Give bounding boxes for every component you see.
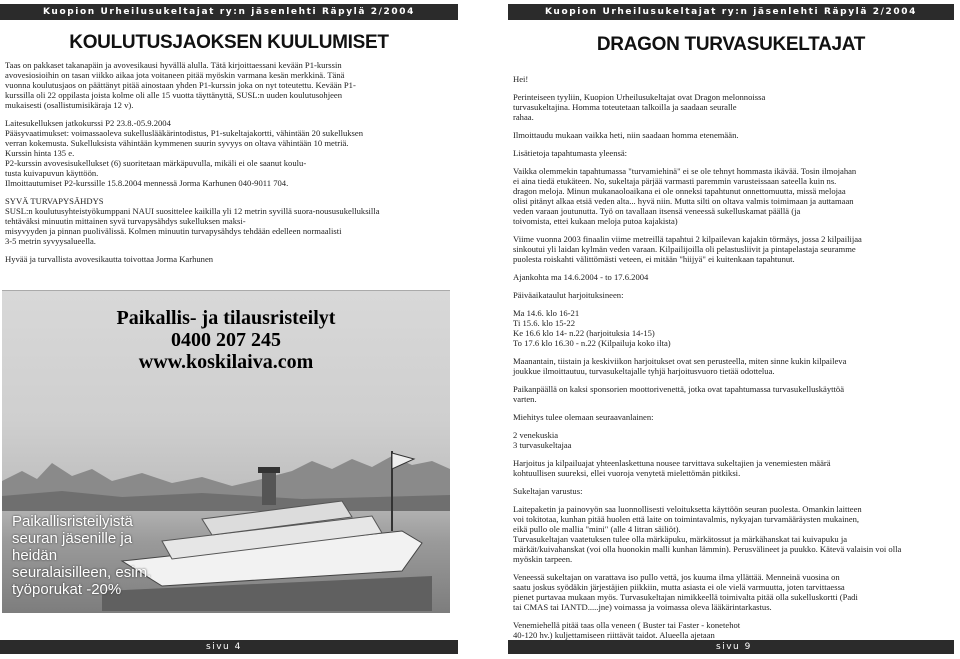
text-line: joukkue ilmoittautuu, turvasukeltajalle tyhjä harjoitusvuoro tietää odottelua. — [513, 366, 775, 376]
text-line: olisi pitänyt alkaa etsiä veden alta... hyvä niin. Mutta silti on oltava valmis toimimaan ja auttamaan — [513, 196, 854, 206]
ad-website[interactable]: www.koskilaiva.com — [138, 351, 314, 373]
text-line: varten. — [513, 394, 537, 404]
deep-stop-paragraph — [5, 196, 455, 246]
right-article-body — [513, 74, 951, 658]
text-line: Kurssin hinta 135 e. — [5, 148, 75, 158]
greeting: Hei! — [513, 74, 529, 84]
promo-line: työporukat -20% — [12, 581, 122, 598]
event-description — [513, 166, 951, 226]
text-line: toivomista, ettei kukaan meloja putoa kajakista) — [513, 216, 678, 226]
staffing-paragraph — [513, 458, 951, 478]
text-line: tusta kuivapuvun käyttöön. — [5, 168, 99, 178]
promo-line: seuran jäsenille ja — [12, 530, 133, 547]
schedule-list — [513, 308, 951, 348]
text-line: SYVÄ TURVAPYSÄHDYS — [5, 196, 104, 206]
text-line: Turvasukeltajan vaatetuksen tulee olla märkäpuku, märkätossut ja märkähanskat tai kuivapuku ja — [513, 534, 848, 544]
crew-heading: Miehitys tulee olemaan seuraavanlainen: — [513, 412, 654, 422]
text-line: Taas on pakkaset takanapäin ja avovesikausi hyvällä alulla. Tätä kirjoittaessani kevään P1-kurssin — [5, 60, 342, 70]
text-line: veden varaan joutunutta. Työ on tavallaan itsensä veneessä sukelluskamat päällä (ja — [513, 206, 801, 216]
text-line: Laitepaketin ja painovyön saa luonnollisesti veloituksetta käyttöön seuran puolesta. Omankin laitteen — [513, 504, 862, 514]
ad-phone-number: 0400 207 245 — [171, 329, 281, 351]
promo-line: heidän — [12, 547, 58, 564]
crew-list — [513, 430, 951, 450]
incident-paragraph — [513, 234, 951, 264]
text-line: Ilmoittautumiset P2-kurssille 15.8.2004 mennessä Jorma Karhunen 040-9011 704. — [5, 178, 289, 188]
text-line: avovesiosioihin on tasan viikko aikaa jota voitaneen pitää myöskin varmana kesän merkkinä. Tänä — [5, 70, 345, 80]
boats-paragraph — [513, 384, 951, 404]
text-line: Maanantain, tiistain ja keskiviikon harjoitukset ovat sen perusteella, miten sinne kukin kilpaileva — [513, 356, 847, 366]
event-dates: Ajankohta ma 14.6.2004 - to 17.6.2004 — [513, 272, 649, 282]
page-number: sivu 4 — [206, 642, 242, 652]
schedule-item: Ti 15.6. klo 15-22 — [513, 318, 575, 328]
intro-paragraph — [5, 60, 455, 110]
text-line: tai CMAS tai IANTD.....jne) voimassa ja voimassa oleva lääkärintarkastus. — [513, 602, 772, 612]
crew-item: 3 turvasukeltajaa — [513, 440, 572, 450]
text-line: misyvyyden ja pinnan puolivälissä. Kolmen minuutin turvapysähdys tehdään edelleen normaalisti — [5, 226, 342, 236]
ad-headline — [2, 307, 450, 373]
water-paragraph — [513, 572, 951, 612]
text-line: ei aina tiedä etukäteen. No, sukeltaja pärjää varmasti paremmin varusteissaan sateella kuin ns. — [513, 176, 837, 186]
text-line: pienet purtavaa mukaan myös. Turvasukeltajan nimikkeellä toimivalta pitää olla sukelluskortti (Padi — [513, 592, 858, 602]
text-line: Perinteiseen tyyliin, Kuopion Urheilusukeltajat ovat Dragon melonnoissa — [513, 92, 766, 102]
text-line: 3-5 metrin syvyysalueella. — [5, 236, 96, 246]
text-line: Paikanpäällä on kaksi sponsorien moottorivenettä, jotka ovat tapahtumassa turvasukelluskäyttöä — [513, 384, 845, 394]
schedule-heading: Päiväaikataulut harjoituksineen: — [513, 290, 624, 300]
text-line: dragon meloja. Minun mukanaoloaikana ei ole onneksi tapahtunut onnettomuutta, missä melojaa — [513, 186, 846, 196]
text-line: eikä pullo ole mallia "mini" (alle 4 litran säiliöt). — [513, 524, 681, 534]
text-line: myöskin tarpeen. — [513, 554, 573, 564]
schedule-item: Ke 16.6 klo 14- n.22 (harjoituksia 14-15) — [513, 328, 655, 338]
text-line: Viime vuonna 2003 finaalin viime metreillä tapahtui 2 kilpailevan kajakin törmäys, jossa 2 kilpailijaa — [513, 234, 862, 244]
promo-line: seuralaisilleen, esim. — [12, 564, 152, 581]
info-heading: Lisätietoja tapahtumasta yleensä: — [513, 148, 628, 158]
intro-paragraph — [513, 92, 951, 122]
left-page — [0, 0, 458, 659]
text-line: turvasukeltajina. Homma toteutetaan talkoilla ja saadaan seuralle — [513, 102, 737, 112]
text-line: Laitesukelluksen jatkokurssi P2 23.8.-05.9.2004 — [5, 118, 171, 128]
left-article-body — [5, 60, 455, 272]
cruise-advertisement — [2, 290, 450, 613]
schedule-item: Ma 14.6. klo 16-21 — [513, 308, 580, 318]
right-page-title: DRAGON TURVASUKELTAJAT — [596, 34, 866, 55]
training-paragraph — [513, 356, 951, 376]
promo-line: Paikallisristeilyistä — [12, 513, 133, 530]
text-line: vuonna koulutusjaos on päättänyt pitää ainostaan yhden P1-kurssin joka on nyt toteutettu. Kevään P1- — [5, 80, 356, 90]
text-line: kurssilla oli 22 oppilasta joista kolme oli alle 15 vuotta täyttänyttä, SUSL:n uuden koulutusohjeen — [5, 90, 343, 100]
text-line: P2-kurssin avovesisukellukset (6) suoritetaan märkäpuvulla, mikäli ei ole saanut koulu- — [5, 158, 307, 168]
text-line: verran kokemusta. Sukelluksista vähintään kymmenen suurin syvyys on oltava vähintään 10 metriä. — [5, 138, 349, 148]
equipment-paragraph — [513, 504, 951, 564]
text-line: SUSL:n koulutusyhteistyökumppani NAUI suosittelee kaikilla yli 12 metrin syvillä suora-noususukelluksilla — [5, 206, 380, 216]
text-line: tehtäväksi minuutin mittainen syvä turvapysähdys sukelluksen maksi- — [5, 216, 246, 226]
left-header-bar: Kuopion Urheilusukeltajat ry:n jäsenlehti Räpylä 2/2004 — [0, 4, 458, 20]
right-page — [508, 0, 954, 659]
left-footer-bar — [0, 640, 458, 654]
signup-paragraph: Ilmoittaudu mukaan vaikka heti, niin saadaan homma etenemään. — [513, 130, 739, 140]
text-line: Veneessä sukeltajan on varattava iso pullo vettä, jos kuuma ilma yllättää. Menneinä vuosina on — [513, 572, 840, 582]
text-line: Venemiehellä pitää taas olla veneen ( Buster tai Faster - konetehot — [513, 620, 741, 630]
equipment-heading: Sukeltajan varustus: — [513, 486, 583, 496]
right-header-bar: Kuopion Urheilusukeltajat ry:n jäsenlehti Räpylä 2/2004 — [508, 4, 954, 20]
text-line: voi tokitotaa, kunhan pitää huolen että laite on toimintavalmis, nykyajan turvamääräysten mukainen, — [513, 514, 860, 524]
text-line: Pääsyvaatimukset: voimassaoleva sukelluslääkärintodistus, P1-sukeltajakortti, vähintään 20 sukelluksen — [5, 128, 364, 138]
text-line: rahaa. — [513, 112, 534, 122]
p2-course-paragraph — [5, 118, 455, 188]
text-line: märkät/kuivahanskat (voi olla huonokin malli kunhan lämmin). Perusvälineet ja puukko. Kätevä valaisin voi olla — [513, 544, 902, 554]
ad-headline-line: Paikallis- ja tilausristeilyt — [116, 307, 336, 329]
page-number: sivu 9 — [716, 642, 752, 652]
left-page-title: KOULUTUSJAOKSEN KUULUMISET — [69, 32, 389, 53]
right-footer-bar — [508, 640, 954, 654]
text-line: puolesta roiskahti välittömästi veteen, ei mitään "hiijyä" ei kuitenkaan tapahtunut. — [513, 254, 795, 264]
schedule-item: To 17.6 klo 16.30 - n.22 (Kilpailuja koko ilta) — [513, 338, 671, 348]
crew-item: 2 venekuskia — [513, 430, 559, 440]
ad-promo-text — [12, 513, 212, 598]
text-line: saatu joskus syödäkin järjestäjien piikkiin, mutta asiasta ei ole vielä varmuutta, joten tarvittaessa — [513, 582, 845, 592]
text-line: sinkoutui yli laidan kylmän veden varaan. Kilpailijoilla oli pelastusliivit ja pintapelastaja seuramme — [513, 244, 856, 254]
closing-line: Hyvää ja turvallista avovesikautta toivottaa Jorma Karhunen — [5, 254, 214, 264]
text-line: mukaisesti (osallistumisikäraja 12 v). — [5, 100, 134, 110]
text-line: Vaikka olemmekin tapahtumassa "turvamiehinä" ei se ole tehnyt hommasta ikävää. Tosin ilmojahan — [513, 166, 857, 176]
text-line: kohtuullisen suureksi, ellei vuoroja venytetä mielettömän pitkiksi. — [513, 468, 741, 478]
text-line: 40-120 hv.) kuljettamiseen riittävät taidot. Alueella ajetaan — [513, 630, 715, 640]
text-line: Harjoitus ja kilpailuajat yhteenlaskettuna nousee tarvittava sukeltajien ja venemiesten määrä — [513, 458, 831, 468]
